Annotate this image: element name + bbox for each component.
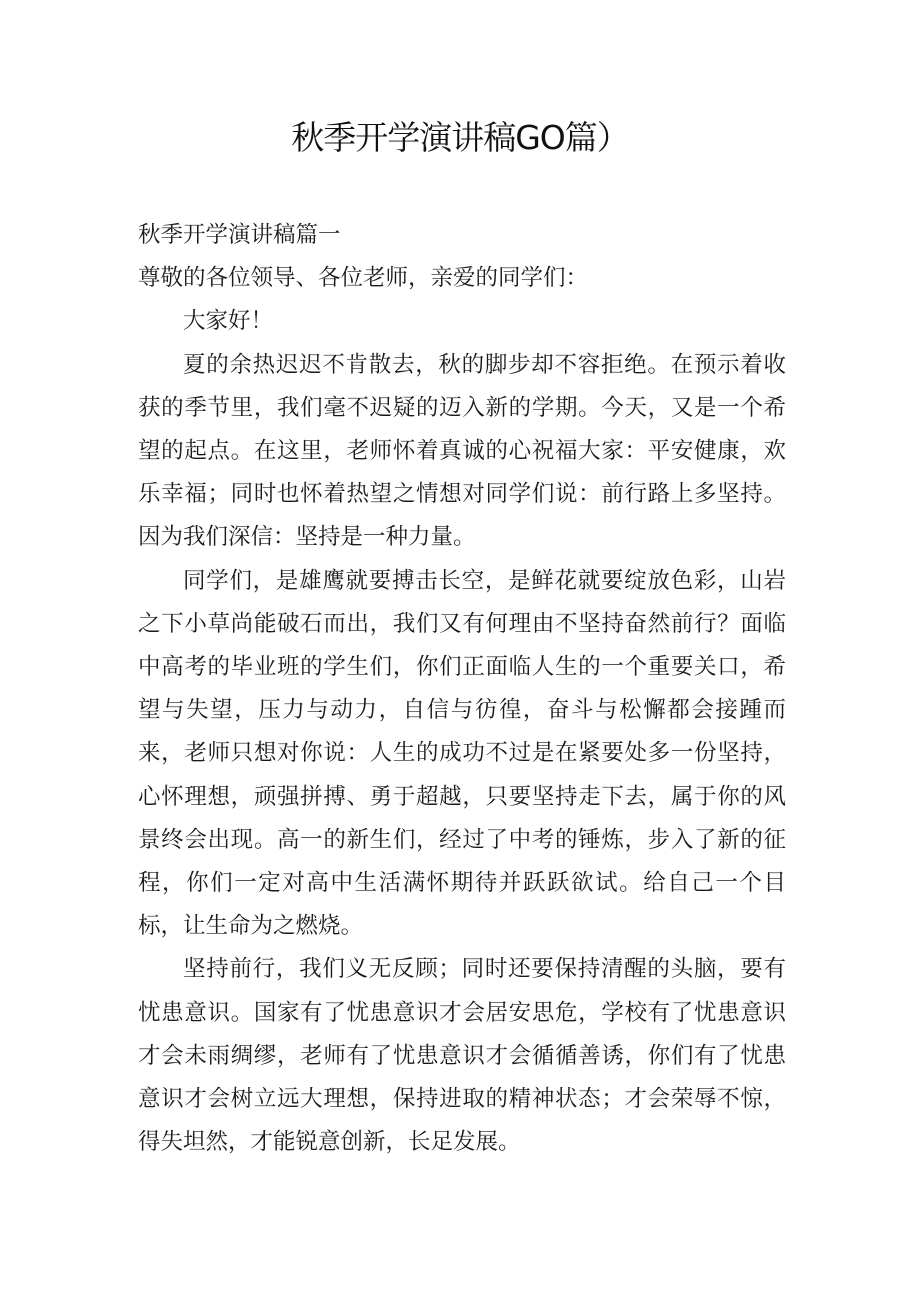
document-title: 秋季开学演讲稿GO篇） — [291, 118, 629, 157]
paragraph-2: 同学们，是雄鹰就要搏击长空，是鲜花就要绽放色彩，山岩之下小草尚能破石而出，我们又有何理由不坚持奋然前行？面临中高考的毕业班的学生们，你们正面临人生的一个重要关口，希望与失望，压力与动力，自信与彷徨，奋斗与松懈都会接踵而来，老师只想对你说：人生的成功不过是在紧要处多一份坚持，心怀理想，顽强拼搏、勇于超越，只要坚持走下去，属于你的风景终会出现。高一的新生们，经过了中考的锤炼，步入了新的征程，你们一定对高中生活满怀期待并跃跃欲试。给自己一个目标，让生命为之燃烧。 — [138, 567, 786, 940]
paragraph-3: 坚持前行，我们义无反顾；同时还要保持清醒的头脑，要有忧患意识。国家有了忧患意识才会居安思危，学校有了忧患意识才会未雨绸缪，老师有了忧患意识才会循循善诱，你们有了忧患意识才会树立远大理想，保持进取的精神状态；才会荣辱不惊，得失坦然，才能锐意创新，长足发展。 — [138, 956, 786, 1156]
salutation: 尊敬的各位领导、各位老师，亲爱的同学们： — [138, 265, 589, 292]
document-body — [138, 214, 786, 1164]
greeting: 大家好！ — [183, 308, 274, 335]
subtitle: 秋季开学演讲稿篇一 — [138, 222, 341, 248]
paragraph-1: 夏的余热迟迟不肯散去，秋的脚步却不容拒绝。在预示着收获的季节里，我们毫不迟疑的迈入新的学期。今天，又是一个希望的起点。在这里，老师怀着真诚的心祝福大家：平安健康，欢乐幸福；同时也怀着热望之情想对同学们说：前行路上多坚持。因为我们深信：坚持是一种力量。 — [138, 351, 786, 551]
